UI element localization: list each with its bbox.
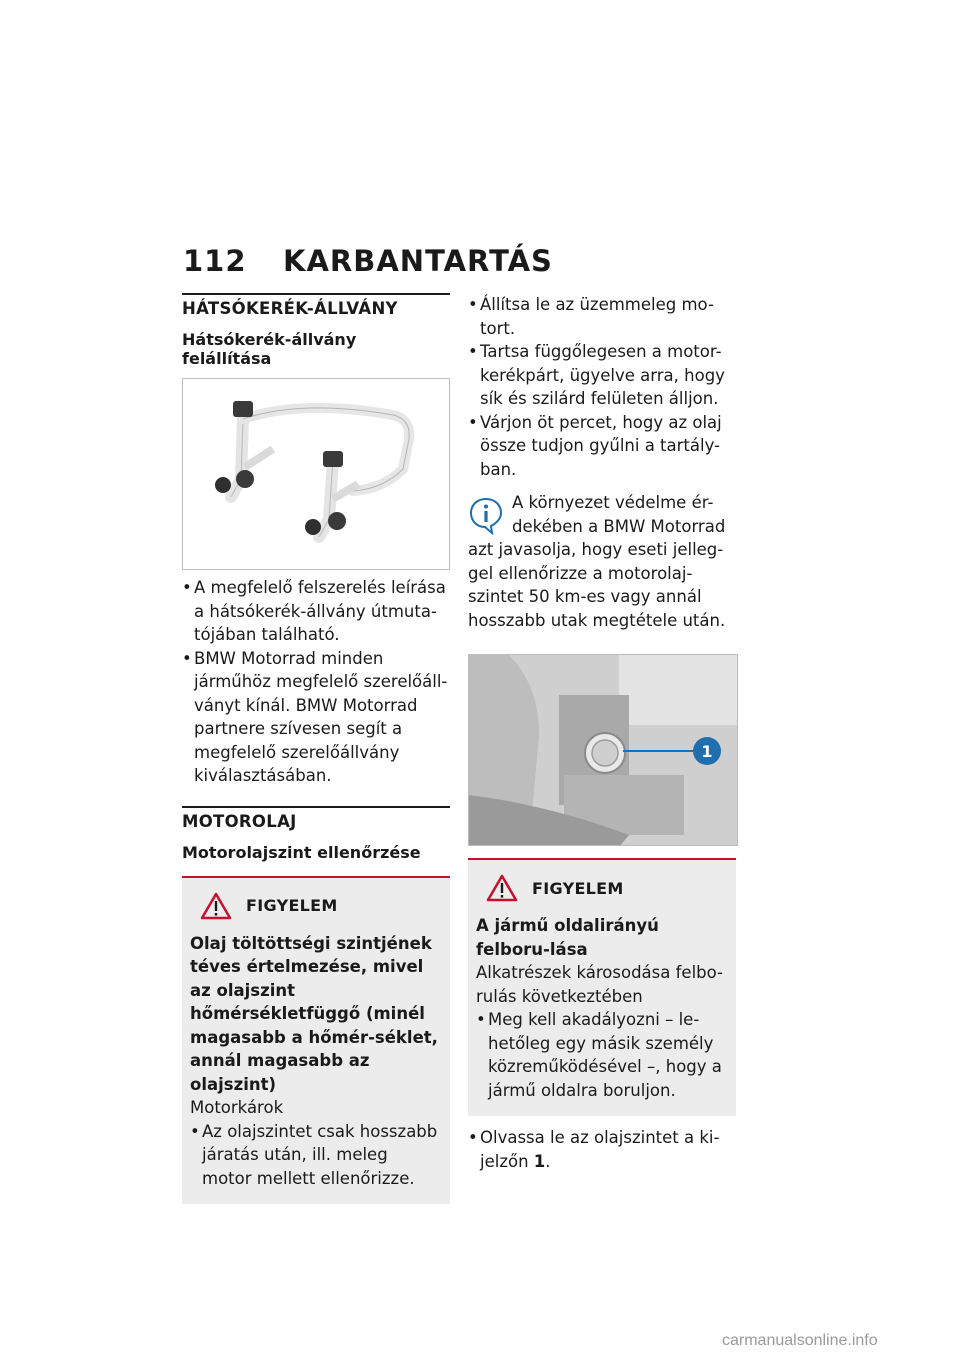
list-item: • Állítsa le az üzemmeleg mo-tort. [468, 293, 736, 340]
page-number: 112 [183, 244, 247, 278]
environment-note [468, 491, 736, 632]
subsection-title-stand: Hátsókerék-állvány felállítása [182, 330, 357, 368]
warning-hazard: A jármű oldalirányú felboru-lása [476, 916, 659, 959]
right-column [468, 293, 736, 1173]
list-item: • Tartsa függőlegesen a motor-kerékpárt, ügyelve arra, hogy sík és szilárd felületen álljon. [468, 340, 736, 411]
warning-consequence: Alkatrészek károsodása felbo-rulás következtében [476, 963, 723, 1006]
warning-box-tipover [468, 858, 736, 1116]
section-title-oil: MOTOROLAJ [182, 811, 297, 831]
section-title-stand: HÁTSÓKERÉK-ÁLLVÁNY [182, 299, 398, 318]
warning-triangle-icon [200, 892, 232, 920]
warning-header [476, 874, 728, 902]
list-item: • A megfelelő felszerelés leírása a hátsókerék-állvány útmuta-tójában található. [182, 576, 450, 647]
step-text: Olvassa le az olajszintet a ki-jelzőn [480, 1128, 720, 1171]
warning-header [190, 892, 442, 920]
list-item: • Meg kell akadályozni – le-hetőleg egy másik személy közreműködésével –, hogy a jármű oldalra boruljon. [476, 1008, 728, 1102]
left-column [182, 293, 450, 1204]
info-icon [468, 495, 504, 535]
section-rule [182, 293, 450, 295]
page-header [183, 244, 553, 278]
warning-box-oil [182, 876, 450, 1205]
warning-hazard: Olaj töltöttségi szintjének téves értelmezése, mivel az olajszint hőmérsékletfüggő (minél magasabb a hőmér-séklet, annál magasabb az olajszint) [190, 933, 438, 1094]
step-suffix: . [545, 1151, 551, 1171]
warning-measures [190, 1120, 442, 1191]
subsection-title-oil-check: Motorolajszint ellenőrzése [182, 842, 421, 862]
list-item: • Az olajszintet csak hosszabb járatás után, ill. meleg motor mellett ellenőrizze. [190, 1120, 442, 1191]
list-item: • BMW Motorrad minden járműhöz megfelelő szerelőáll-ványt kínál. BMW Motorrad partnere szívesen segít a megfelelő szerelőállvány kiválasztásában. [182, 647, 450, 788]
chapter-title: KARBANTARTÁS [283, 244, 553, 278]
engine-oil-window-icon [469, 655, 738, 846]
warning-triangle-icon [486, 874, 518, 902]
callout-number-1: 1 [701, 742, 713, 761]
warning-measures [476, 1008, 728, 1102]
list-item: • Várjon öt percet, hogy az olaj össze tudjon gyűlni a tartály-ban. [468, 411, 736, 482]
oil-level-illustration [468, 654, 738, 846]
reference-number: 1 [533, 1151, 546, 1171]
warning-consequence: Motorkárok [190, 1098, 284, 1117]
section-rule [182, 806, 450, 808]
watermark: carmanualsonline.info [722, 1332, 878, 1349]
read-oil-level-step [468, 1126, 736, 1173]
stand-bullet-list [182, 576, 450, 788]
info-text: A környezet védelme ér-dekében a BMW Motorrad azt javasolja, hogy eseti jelleg-gel ellenőrizze a motorolaj-szintet 50 km-es vagy annál hosszabb utak megtétele után. [468, 493, 726, 630]
warning-label: FIGYELEM [246, 896, 338, 915]
list-item [468, 1126, 736, 1173]
stand-illustration [182, 378, 450, 570]
warning-label: FIGYELEM [532, 878, 624, 898]
rear-stand-icon [183, 379, 450, 570]
oil-check-steps [468, 293, 736, 481]
